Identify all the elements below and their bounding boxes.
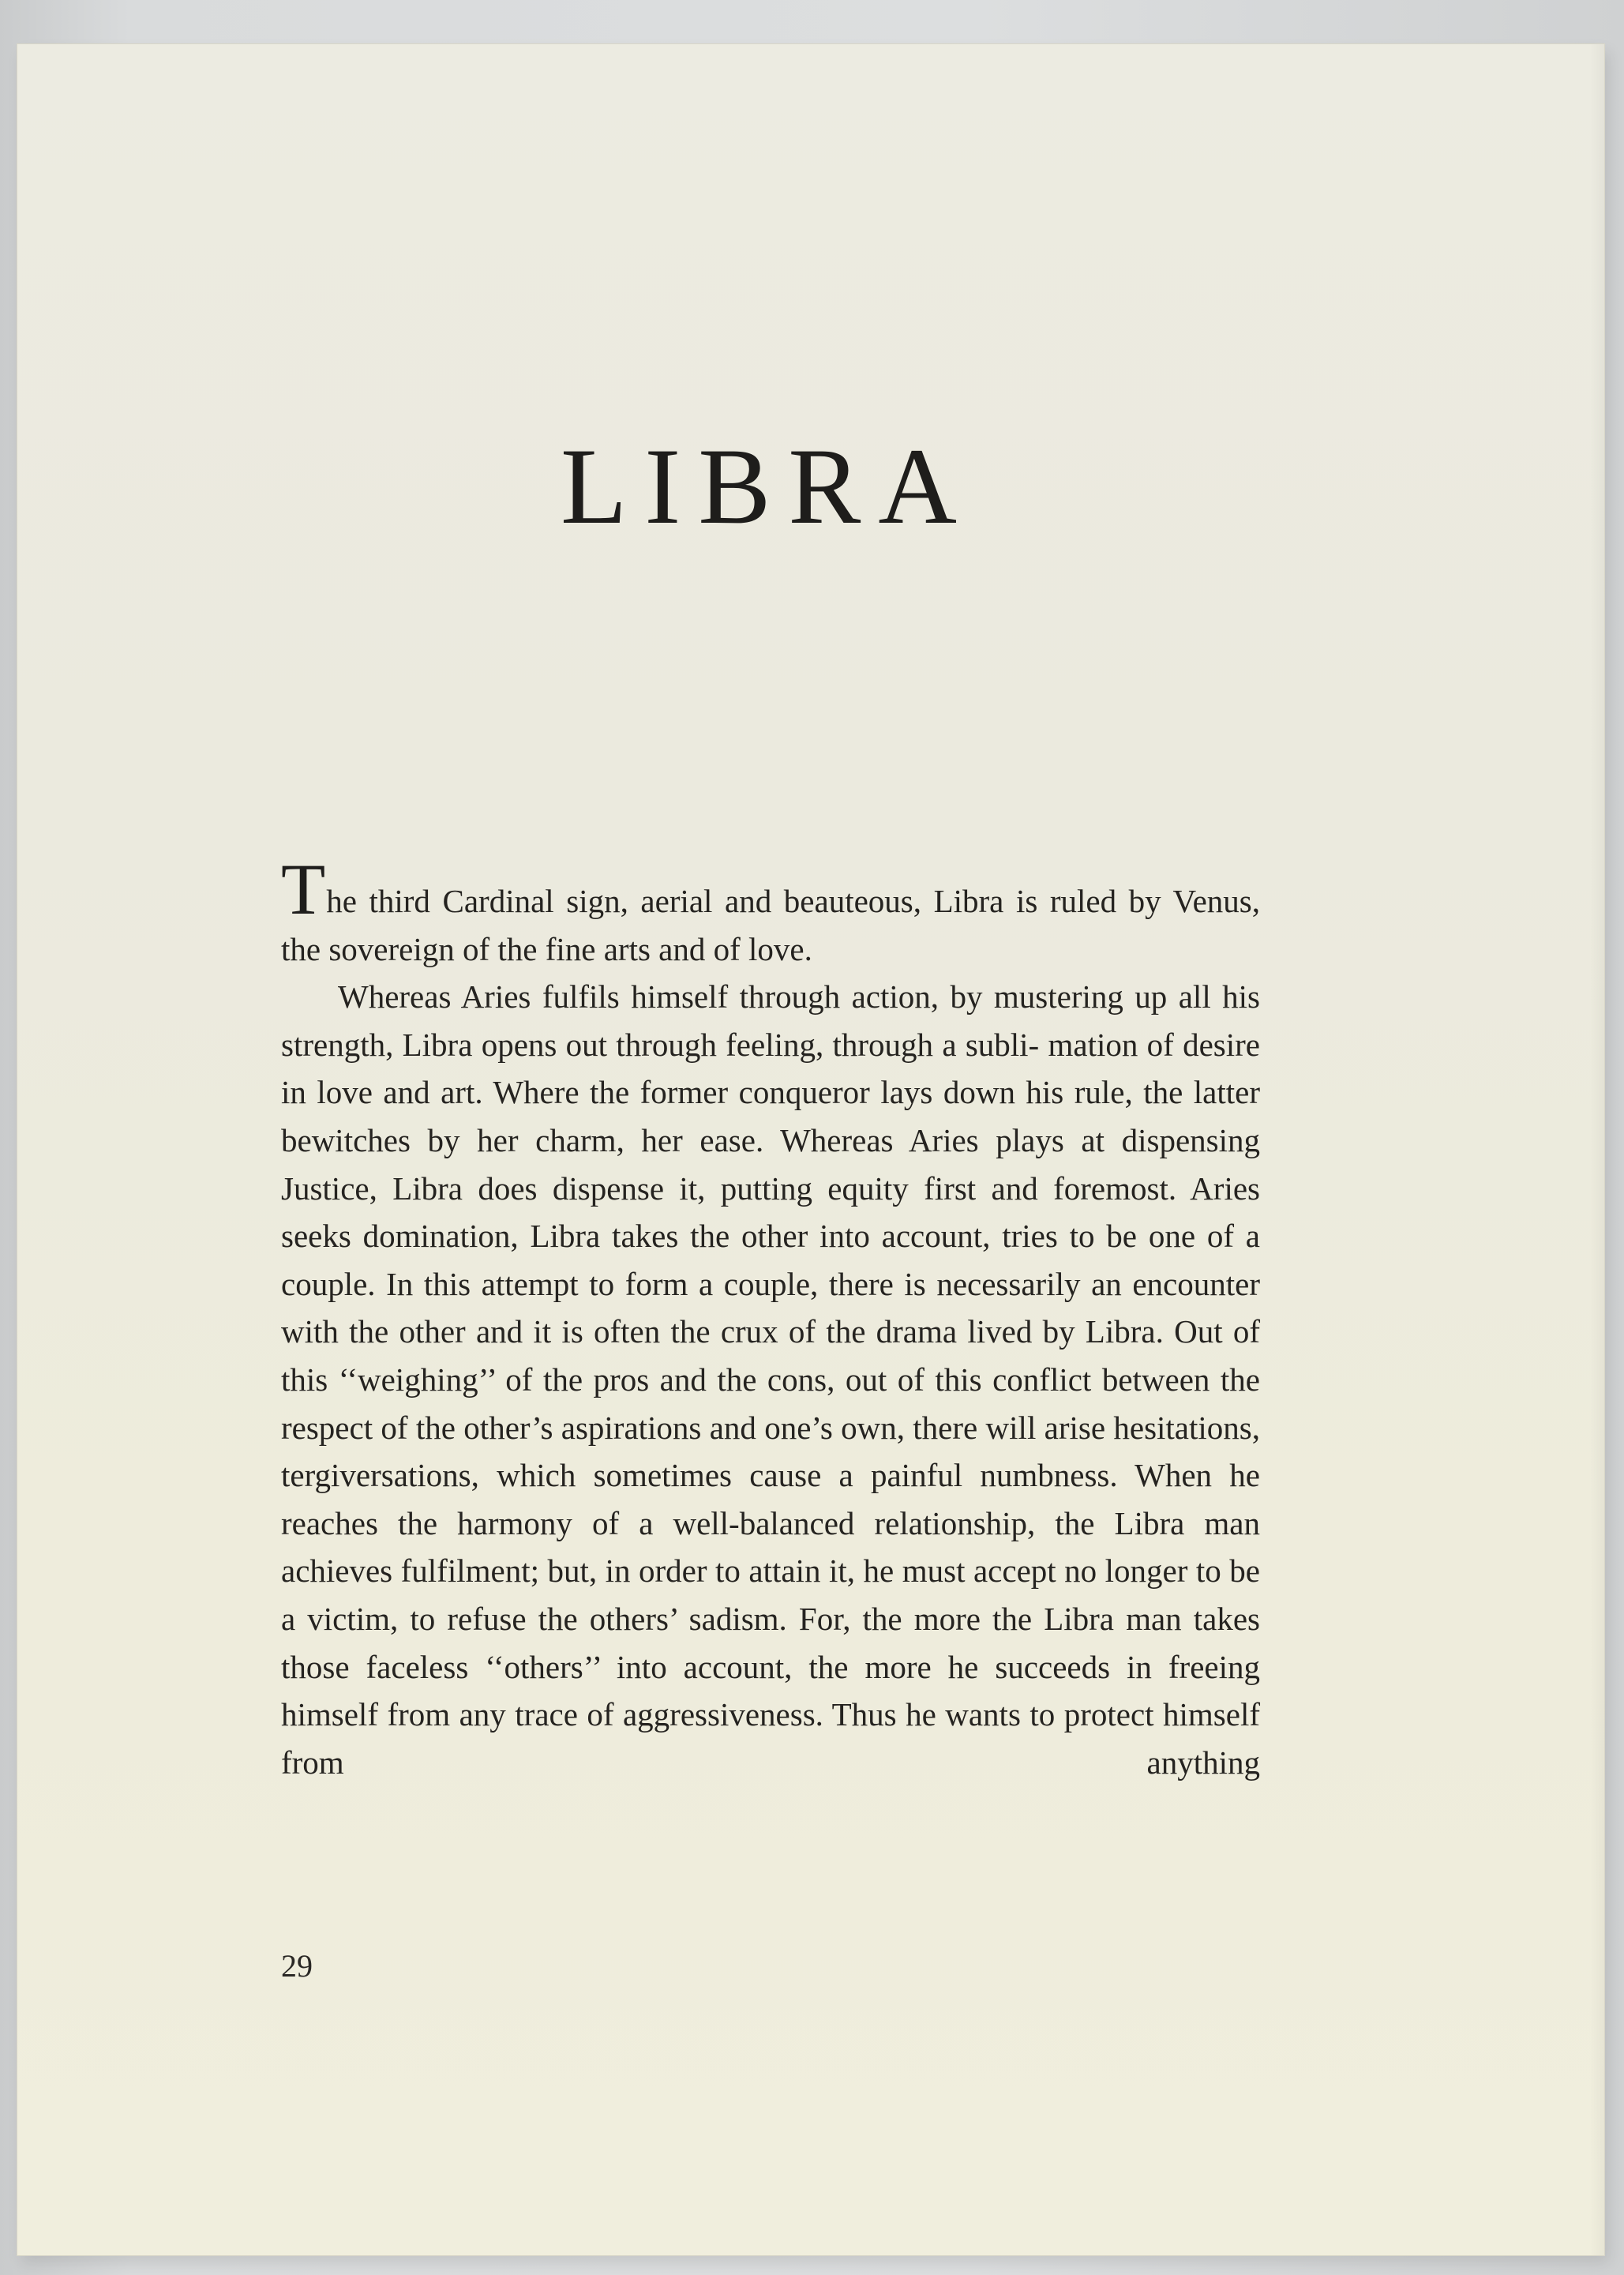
paragraph-2: Whereas Aries fulfils himself through action, by mustering up all his strength, Libra opens out through feeling, through a subli- mation of desire in love and art. Where the former conqueror lays down his rule, the latter bewitches by her charm, her ease. Whereas Aries plays at dispensing Justice, Libra does dispense it, putting equity first and foremost. Aries seeks domination, Libra takes the other into account, tries to be one of a couple. In this attempt to form a couple, there is necessarily an encounter with the other and it is often the crux of the drama lived by Libra. Out of this ‘‘weighing’’ of the pros and the cons, out of this conflict between the respect of the other’s aspirations and one’s own, there will arise hesitations, tergiversations, which sometimes cause a painful numbness. When he reaches the harmony of a well-balanced relationship, the Libra man achieves fulfilment; but, in order to attain it, he must accept no longer to be a victim, to refuse the others’ sadism. For, the more the Libra man takes those faceless ‘‘others’’ into account, the more he succeeds in freeing himself from any trace of aggressiveness. Thus he wants to protect himself from anything [281,978,1260,1781]
page-number: 29 [281,1948,313,1984]
drop-cap: T [281,849,326,929]
page-title: LIBRA [561,426,974,546]
paragraph-1 [281,849,1260,973]
body-text [281,849,1260,1786]
book-page [17,44,1604,2255]
paragraph-1-text: he third Cardinal sign, aerial and beauteous, Libra is ruled by Venus, the sovereign of the fine arts and of love. [281,883,1260,967]
